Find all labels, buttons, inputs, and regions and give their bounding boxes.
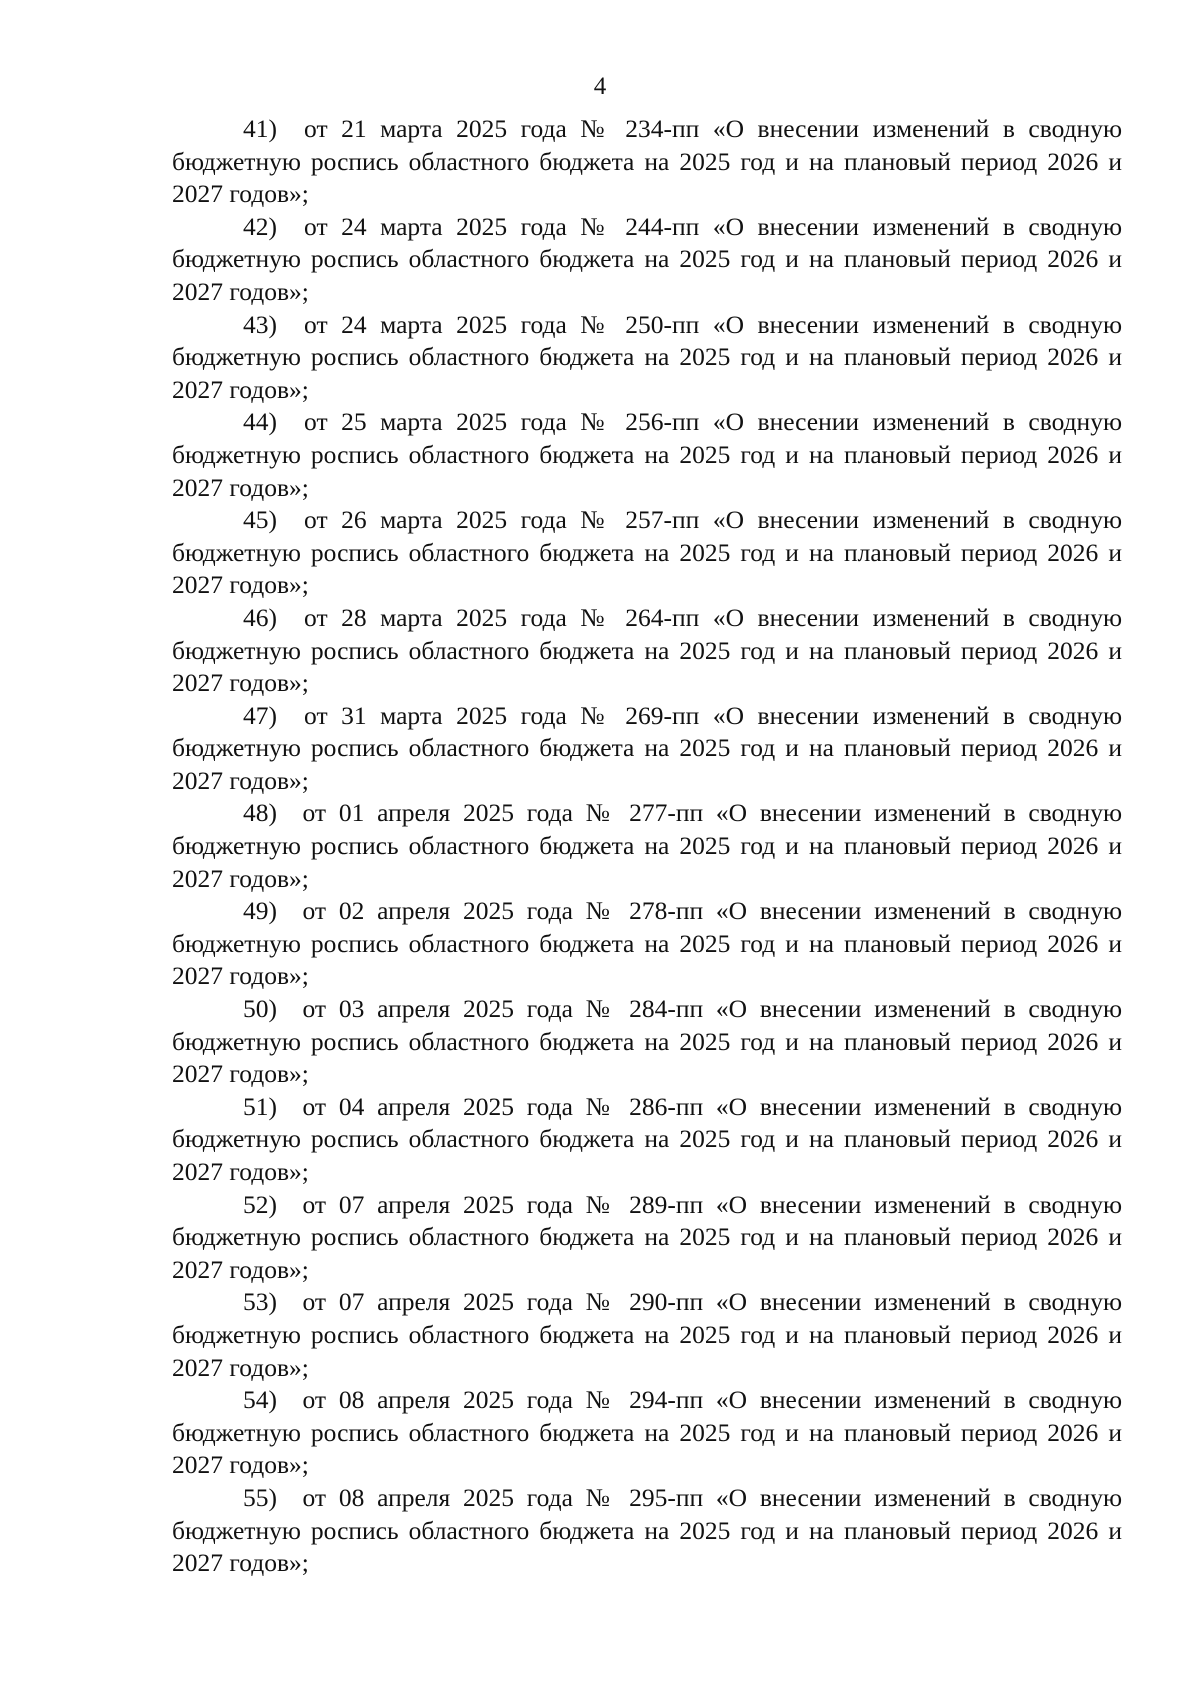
list-item-text: от 08 апреля 2025 года № 294-пп «О внесении изменений в сводную бюджетную роспись областного бюджета на 2025 год и на плановый период 2026 и 2027 годов»; [172,1385,1122,1480]
list-item-text: от 04 апреля 2025 года № 286-пп «О внесении изменений в сводную бюджетную роспись областного бюджета на 2025 год и на плановый период 2026 и 2027 годов»; [172,1091,1122,1186]
list-item [172,1482,1122,1580]
list-item-number: 46) [243,602,277,632]
list-item-number: 47) [243,700,277,730]
list-item [172,1091,1122,1189]
list-item [172,113,1122,211]
list-item-number: 53) [243,1287,277,1317]
list-item-text: от 07 апреля 2025 года № 290-пп «О внесении изменений в сводную бюджетную роспись областного бюджета на 2025 год и на плановый период 2026 и 2027 годов»; [172,1287,1122,1382]
list-item-text: от 21 марта 2025 года № 234-пп «О внесении изменений в сводную бюджетную роспись областного бюджета на 2025 год и на плановый период 2026 и 2027 годов»; [172,114,1123,209]
list-item-text: от 08 апреля 2025 года № 295-пп «О внесении изменений в сводную бюджетную роспись областного бюджета на 2025 год и на плановый период 2026 и 2027 годов»; [172,1482,1122,1578]
list-item [172,309,1122,407]
list-item [172,1384,1122,1482]
list-item [172,700,1122,798]
list-item [172,797,1122,895]
list-item-number: 51) [243,1091,277,1121]
list-item-text: от 24 марта 2025 года № 250-пп «О внесении изменений в сводную бюджетную роспись областного бюджета на 2025 год и на плановый период 2026 и 2027 годов»; [172,309,1123,404]
list-item-number: 44) [243,407,277,437]
list-item-text: от 24 марта 2025 года № 244-пп «О внесении изменений в сводную бюджетную роспись областного бюджета на 2025 год и на плановый период 2026 и 2027 годов»; [172,211,1123,306]
list-item-text: от 28 марта 2025 года № 264-пп «О внесении изменений в сводную бюджетную роспись областного бюджета на 2025 год и на плановый период 2026 и 2027 годов»; [172,602,1123,698]
list-item-text: от 26 марта 2025 года № 257-пп «О внесении изменений в сводную бюджетную роспись областного бюджета на 2025 год и на плановый период 2026 и 2027 годов»; [172,505,1123,600]
list-item-number: 42) [243,211,277,241]
list-item-number: 52) [243,1189,277,1219]
resolution-list [172,113,1122,1580]
list-item-number: 55) [243,1482,277,1512]
list-item [172,211,1122,309]
list-item-text: от 31 марта 2025 года № 269-пп «О внесении изменений в сводную бюджетную роспись областного бюджета на 2025 год и на плановый период 2026 и 2027 годов»; [172,700,1123,795]
list-item-text: от 25 марта 2025 года № 256-пп «О внесении изменений в сводную бюджетную роспись областного бюджета на 2025 год и на плановый период 2026 и 2027 годов»; [172,407,1123,502]
page-number: 4 [593,73,607,100]
list-item-number: 49) [243,896,277,926]
list-item-text: от 02 апреля 2025 года № 278-пп «О внесении изменений в сводную бюджетную роспись областного бюджета на 2025 год и на плановый период 2026 и 2027 годов»; [172,896,1122,991]
list-item [172,406,1122,504]
list-item-number: 45) [243,505,277,535]
list-item-number: 41) [243,114,277,143]
list-item-text: от 07 апреля 2025 года № 289-пп «О внесении изменений в сводную бюджетную роспись областного бюджета на 2025 год и на плановый период 2026 и 2027 годов»; [172,1189,1122,1284]
list-item [172,993,1122,1091]
list-item [172,504,1122,602]
list-item [172,602,1122,700]
list-item [172,895,1122,993]
list-item-number: 54) [243,1385,277,1415]
list-item-text: от 01 апреля 2025 года № 277-пп «О внесении изменений в сводную бюджетную роспись областного бюджета на 2025 год и на плановый период 2026 и 2027 годов»; [172,798,1122,893]
list-item [172,1286,1122,1384]
list-item-number: 43) [243,309,277,339]
list-item-number: 50) [243,994,277,1024]
list-item-number: 48) [243,798,277,828]
list-item [172,1189,1122,1287]
list-item-text: от 03 апреля 2025 года № 284-пп «О внесении изменений в сводную бюджетную роспись областного бюджета на 2025 год и на плановый период 2026 и 2027 годов»; [172,994,1122,1089]
